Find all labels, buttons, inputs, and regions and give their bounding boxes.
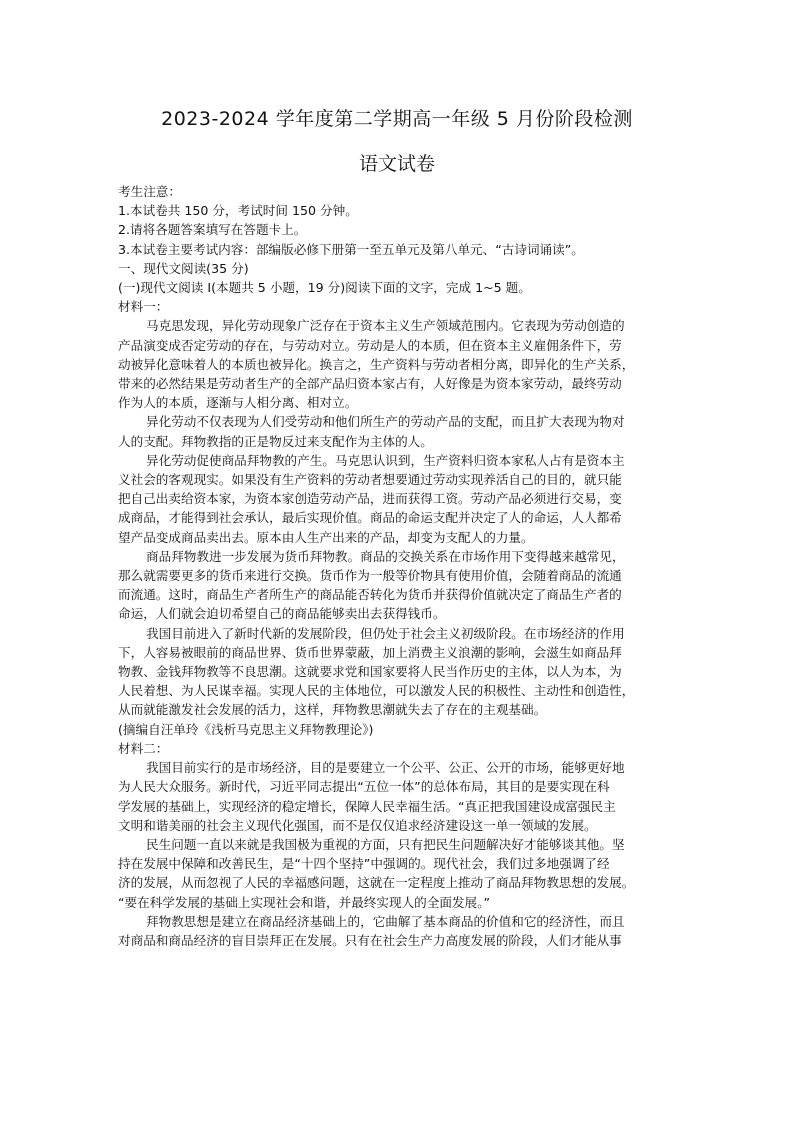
paragraph-line: 物教、金钱拜物教等不良思潮。这就要求党和国家要将人民当作历史的主体，以人为本，为	[118, 664, 622, 680]
paragraph-line: 学发展的基础上，实现经济的稳定增长，保障人民幸福生活。“真正把我国建设成富强民主	[118, 798, 616, 814]
paragraph-line: 命运，人们就会迫切希望自己的商品能够卖出去获得钱币。	[118, 606, 446, 622]
paragraph-line: 人民着想、为人民谋幸福。实现人民的主体地位，可以激发人民的积极性、主动性和创造性，	[118, 683, 635, 699]
paragraph-line: 拜物教思想是建立在商品经济基础上的，它曲解了基本商品的价值和它的经济性，而且	[146, 913, 625, 929]
paragraph-line: 文明和谐美丽的社会主义现代化强国，而不是仅仅追求经济建设这一单一领域的发展。	[118, 817, 597, 833]
paragraph-line: 为人民大众服务。新时代，习近平同志提出“五位一体”的总体布局，其目的是要实现在科	[118, 779, 610, 795]
paragraph-line: 异化劳动促使商品拜物教的产生。马克思认识到，生产资料归资本家私人占有是资本主	[146, 452, 625, 468]
paragraph-line: 望产品变成商品卖出去。原本由人生产出来的产品，却变为支配人的力量。	[118, 529, 534, 545]
paragraph-line: 产品演变成否定劳动的存在，与劳动对立。劳动是人的本质，但在资本主义雇佣条件下，劳	[118, 337, 622, 353]
paragraph-line: 而流通。这时，商品生产者所生产的商品能否转化为货币并获得价值就决定了商品生产者的	[118, 587, 622, 603]
exam-content	[118, 182, 682, 950]
paragraph-line: 异化劳动不仅表现为人们受劳动和他们所生产的劳动产品的支配，而且扩大表现为物对	[146, 414, 625, 430]
notice-heading: 考生注意：	[118, 184, 181, 199]
paragraph-line: “要在科学发展的基础上实现社会和谐，并最终实现人的全面发展。”	[118, 894, 490, 910]
section-subheading: (一)现代文阅读 I(本题共 5 小题，19 分)阅读下面的文字，完成 1~5 题。	[118, 280, 531, 296]
paragraph-line: 我国目前进入了新时代新的发展阶段，但仍处于社会主义初级阶段。在市场经济的作用	[146, 625, 625, 641]
notice-item: 2.请将各题答案填写在答题卡上。	[118, 222, 307, 238]
paragraph-line: 对商品和商品经济的盲目崇拜正在发展。只有在社会生产力高度发展的阶段，人们才能从事	[118, 932, 622, 948]
paragraph-line: 济的发展，从而忽视了人民的幸福感问题，这就在一定程度上推动了商品拜物教思想的发展。	[118, 875, 635, 891]
paragraph-line: 人的支配。拜物教指的正是物反过来支配作为主体的人。	[118, 433, 433, 449]
paragraph-line: 商品拜物教进一步发展为货币拜物教。商品的交换关系在市场作用下变得越来越常见，	[146, 548, 625, 564]
page-title: 2023-2024 学年度第二学期高一年级 5 月份阶段检测	[161, 108, 633, 130]
material-one-body	[118, 316, 682, 719]
paragraph-line: 那么就需要更多的货币来进行交换。货币作为一般等价物具有使用价值，会随着商品的流通	[118, 568, 622, 584]
paragraph-line: 下，人容易被眼前的商品世界、货币世界蒙蔽，加上消费主义浪潮的影响，会滋生如商品拜	[118, 644, 622, 660]
paragraph-line: 我国目前实行的是市场经济，目的是要建立一个公平、公正、公开的市场，能够更好地	[146, 760, 625, 776]
paragraph-line: 义社会的客观现实。如果没有生产资料的劳动者想要通过劳动实现养活自己的目的，就只能	[118, 472, 622, 488]
page-subtitle: 语文试卷	[358, 153, 435, 175]
paragraph-line: 作为人的本质，逐渐与人相分离、相对立。	[118, 395, 358, 411]
section-heading: 一、现代文阅读(35 分)	[118, 260, 249, 276]
paragraph-line: 动被异化意味着人的本质也被异化。换言之，生产资料与劳动者相分离，即异化的生产关系，	[118, 356, 635, 372]
paragraph-line: 持在发展中保障和改善民生，是“十四个坚持”中强调的。现代社会，我们过多地强调了经	[118, 856, 610, 872]
paragraph-line: 民生问题一直以来就是我国极为重视的方面，只有把民生问题解决好才能够谈其他。坚	[146, 836, 625, 852]
notice-item: 1.本试卷共 150 分，考试时间 150 分钟。	[118, 203, 358, 219]
material-label: 材料一：	[118, 299, 169, 315]
paragraph-line: 马克思发现，异化劳动现象广泛存在于资本主义生产领域范围内。它表现为劳动创造的	[146, 318, 625, 334]
notice-item: 3.本试卷主要考试内容：部编版必修下册第一至五单元及第八单元、“古诗词诵读”。	[118, 241, 584, 257]
paragraph-line: 把自己出卖给资本家，为资本家创造劳动产品，进而获得工资。劳动产品必须进行交易，变	[118, 491, 622, 507]
paragraph-line: 从而就能激发社会发展的活力，这样，拜物教思潮就失去了存在的主观基础。	[118, 702, 547, 718]
material-two-body	[118, 758, 682, 950]
material-source: (摘编自汪单玲《浅析马克思主义拜物教理论》)	[118, 721, 374, 737]
paragraph-line: 带来的必然结果是劳动者生产的全部产品归资本家占有，人好像是为资本家劳动，最终劳动	[118, 376, 622, 392]
paragraph-line: 成商品，才能得到社会承认，最后实现价值。商品的命运支配并决定了人的命运，人人都希	[118, 510, 622, 526]
material-label: 材料二：	[118, 740, 169, 756]
